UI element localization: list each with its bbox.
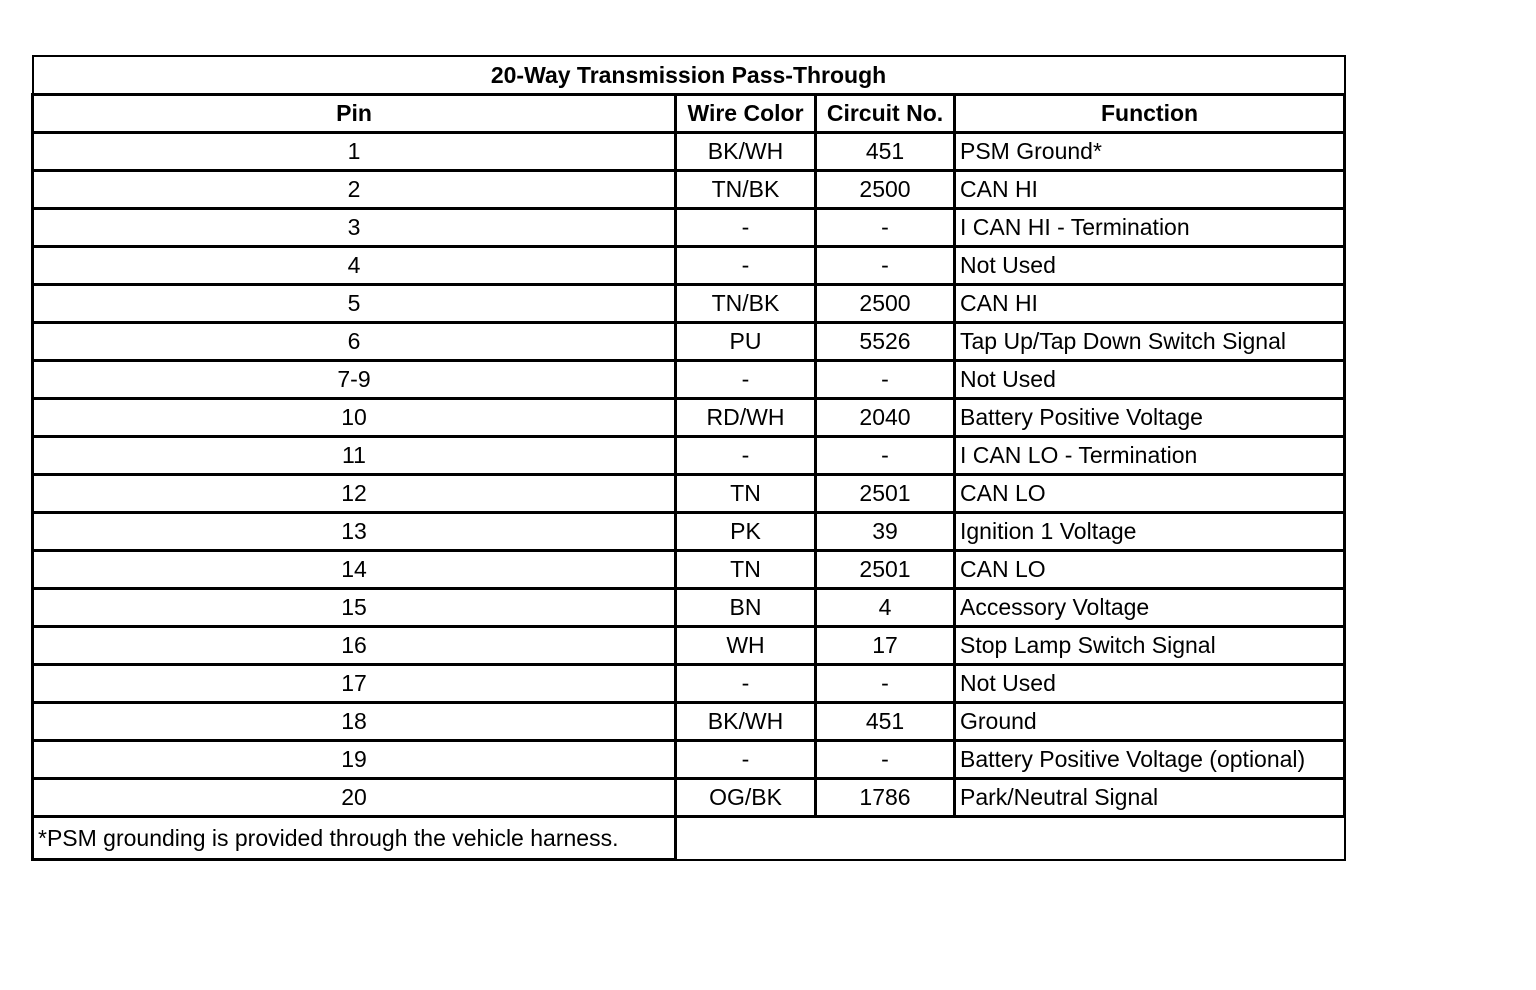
table-row [33,589,1345,627]
circuit-no-cell: 2500 [816,171,955,209]
function-cell: Accessory Voltage [955,589,1345,627]
circuit-no-cell: 451 [816,133,955,171]
wire-color-cell: WH [676,627,816,665]
footnote-row [33,817,1345,860]
pin-cell: 11 [33,437,676,475]
function-cell: CAN LO [955,475,1345,513]
function-cell: Not Used [955,247,1345,285]
wire-color-cell: BK/WH [676,703,816,741]
table-row [33,513,1345,551]
pin-cell: 20 [33,779,676,817]
table-row [33,171,1345,209]
pin-cell: 19 [33,741,676,779]
wire-color-cell: - [676,209,816,247]
function-cell: Ignition 1 Voltage [955,513,1345,551]
wire-color-cell: - [676,665,816,703]
pin-cell: 13 [33,513,676,551]
pin-cell: 10 [33,399,676,437]
header-pin: Pin [33,95,676,133]
circuit-no-cell: - [816,361,955,399]
wire-color-cell: PU [676,323,816,361]
pinout-table [31,55,1346,861]
pin-cell: 16 [33,627,676,665]
function-cell: I CAN HI - Termination [955,209,1345,247]
circuit-no-cell: 2501 [816,475,955,513]
circuit-no-cell: - [816,247,955,285]
function-cell: Battery Positive Voltage [955,399,1345,437]
table-row [33,779,1345,817]
wire-color-cell: TN [676,551,816,589]
circuit-no-cell: - [816,209,955,247]
table-row [33,285,1345,323]
circuit-no-cell: 17 [816,627,955,665]
pin-cell: 4 [33,247,676,285]
function-cell: Battery Positive Voltage (optional) [955,741,1345,779]
footnote: *PSM grounding is provided through the vehicle harness. [33,817,676,860]
function-cell: Ground [955,703,1345,741]
pin-cell: 7-9 [33,361,676,399]
circuit-no-cell: 2501 [816,551,955,589]
function-cell: Not Used [955,361,1345,399]
header-circuit-no: Circuit No. [816,95,955,133]
wire-color-cell: BK/WH [676,133,816,171]
circuit-no-cell: 451 [816,703,955,741]
circuit-no-cell: - [816,437,955,475]
table-row [33,551,1345,589]
table-row [33,323,1345,361]
circuit-no-cell: - [816,741,955,779]
footnote-blank-cell [676,817,1345,860]
function-cell: Stop Lamp Switch Signal [955,627,1345,665]
table-row [33,627,1345,665]
pin-cell: 12 [33,475,676,513]
table-row [33,247,1345,285]
circuit-no-cell: - [816,665,955,703]
table-title: 20-Way Transmission Pass-Through [33,56,1345,95]
function-cell: Park/Neutral Signal [955,779,1345,817]
table-row [33,399,1345,437]
wire-color-cell: BN [676,589,816,627]
table-row [33,741,1345,779]
table-title-row [33,56,1345,95]
wire-color-cell: - [676,437,816,475]
pin-cell: 17 [33,665,676,703]
function-cell: CAN HI [955,285,1345,323]
pin-cell: 6 [33,323,676,361]
table-row [33,475,1345,513]
wire-color-cell: RD/WH [676,399,816,437]
wire-color-cell: TN/BK [676,171,816,209]
pin-cell: 18 [33,703,676,741]
wire-color-cell: - [676,741,816,779]
pin-cell: 5 [33,285,676,323]
table-body [33,133,1345,817]
table-row [33,665,1345,703]
pin-cell: 14 [33,551,676,589]
function-cell: PSM Ground* [955,133,1345,171]
pin-cell: 1 [33,133,676,171]
circuit-no-cell: 1786 [816,779,955,817]
table-header-row [33,95,1345,133]
circuit-no-cell: 2500 [816,285,955,323]
wire-color-cell: - [676,361,816,399]
header-wire-color: Wire Color [676,95,816,133]
wire-color-cell: TN [676,475,816,513]
function-cell: I CAN LO - Termination [955,437,1345,475]
function-cell: CAN HI [955,171,1345,209]
wire-color-cell: TN/BK [676,285,816,323]
function-cell: CAN LO [955,551,1345,589]
function-cell: Not Used [955,665,1345,703]
table-row [33,209,1345,247]
circuit-no-cell: 4 [816,589,955,627]
wire-color-cell: - [676,247,816,285]
table-row [33,133,1345,171]
pin-cell: 2 [33,171,676,209]
pin-cell: 15 [33,589,676,627]
header-function: Function [955,95,1345,133]
wire-color-cell: PK [676,513,816,551]
function-cell: Tap Up/Tap Down Switch Signal [955,323,1345,361]
table-row [33,361,1345,399]
circuit-no-cell: 5526 [816,323,955,361]
table-row [33,437,1345,475]
circuit-no-cell: 2040 [816,399,955,437]
circuit-no-cell: 39 [816,513,955,551]
table-row [33,703,1345,741]
wire-color-cell: OG/BK [676,779,816,817]
pin-cell: 3 [33,209,676,247]
